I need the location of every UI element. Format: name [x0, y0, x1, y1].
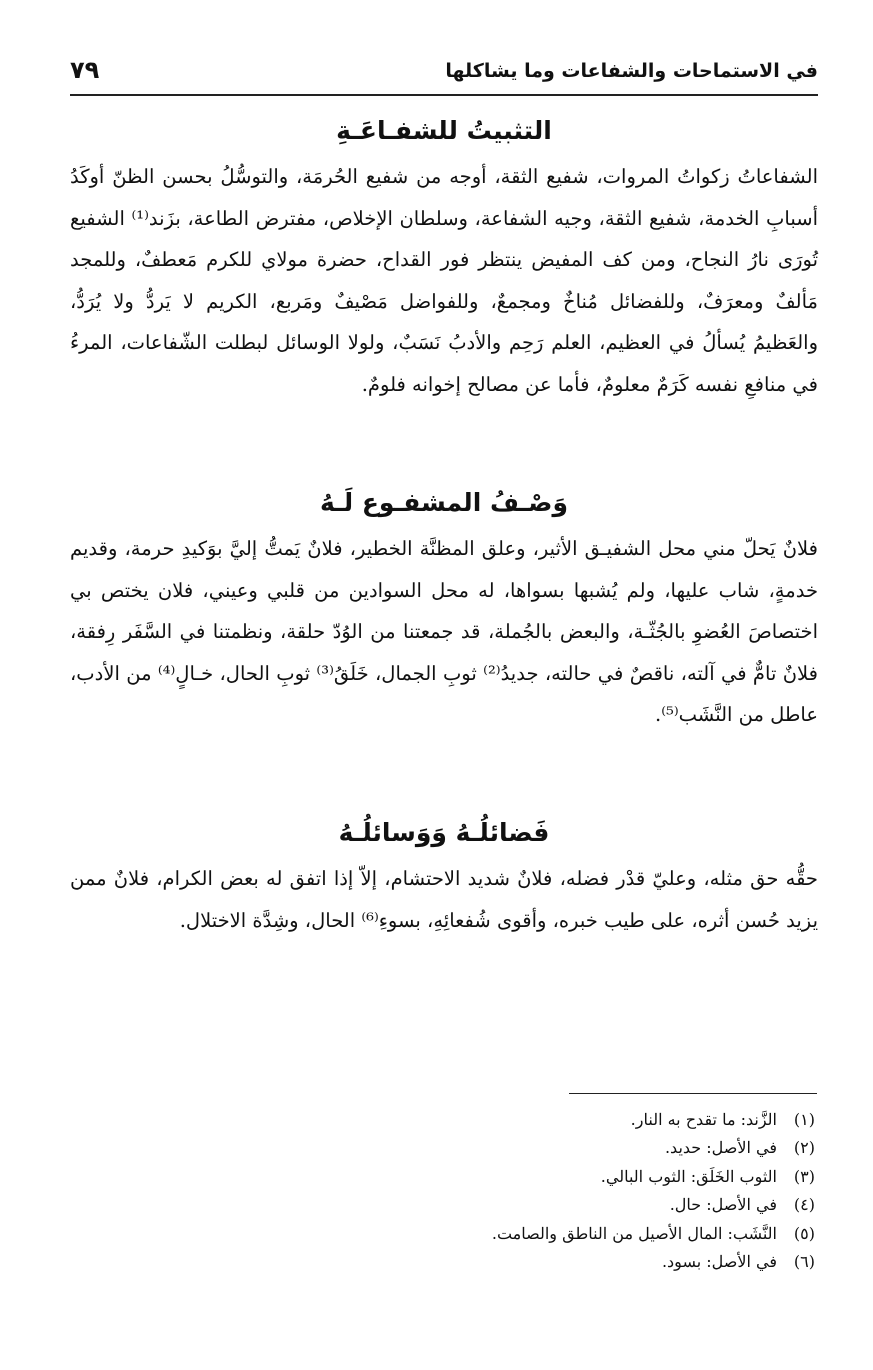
footnote-text: في الأصل: حال. — [669, 1195, 777, 1215]
footnote-number: (١) — [793, 1110, 815, 1129]
footnote-item — [215, 1248, 815, 1276]
footnote-item — [215, 1220, 815, 1248]
section-body: حقُّه حق مثله، وعليّ قدْر فضله، فلانٌ شديد الاحتشام، إلاّ إذا اتفق له بعض الكرام، فلانٌ ممن يزيد حُسن أثره، على طيب خبره، وأقوى شُفعائِهِ، بسوءِ⁽⁶⁾ الحال، وشِدَّة الاختلال. — [70, 867, 818, 932]
footnote-text: في الأصل: بسود. — [661, 1252, 777, 1272]
section-body: الشفاعاتُ زكواتُ المروات، شفيع الثقة، أوجه من شفيع الحُرمَة، والتوسُّلُ بحسن الظنّ أوكَدُ أسبابِ الخدمة، شفيع الثقة، وجيه الشفاعة، وسلطان الإخلاص، مفترض الطاعة، بزَند⁽¹⁾ الشفيع تُورَى نارُ النجاح، ومن كف المفيض ينتظر فور القداح، حضرة مولاي للكرم مَعطفٌ، وللمجد مَألفٌ ومعرَفٌ، وللفضائل مُناخٌ ومجمعٌ، وللفواضل مَصْيفٌ ومَربع، الكريم لا يَردُّ ولا يُرَدُّ، والعَظيمُ يُسألُ في العظيم، العلم رَحِم والأدبُ نَسَبٌ، ولولا الوسائل لبطلت الشّفاعات، المرءُ في منافعِ نفسه كَرَمٌ معلومٌ، فأما عن مصالح إخوانه فلومٌ. — [70, 165, 818, 396]
footnote-text: النَّشَب: المال الأصيل من الناطق والصامت. — [491, 1223, 777, 1243]
running-header — [70, 56, 818, 96]
footnote-text: الثوب الخَلَق: الثوب البالي. — [600, 1166, 777, 1186]
footnote-text: الزَّند: ما تقدح به النار. — [630, 1110, 777, 1129]
footnote-separator — [569, 1093, 817, 1094]
footnotes-list — [215, 1106, 815, 1276]
page-number: ٧٩ — [70, 56, 100, 84]
running-title: في الاستماحات والشفاعات وما يشاكلها — [445, 60, 818, 82]
footnote-item — [215, 1191, 815, 1219]
footnote-number: (٢) — [793, 1138, 815, 1158]
footnote-number: (٦) — [793, 1252, 815, 1272]
section-virtues — [70, 808, 818, 941]
section-intercession — [70, 106, 818, 405]
section-title: وَصْـفُ المشفـوع لَـهُ — [320, 488, 568, 517]
footnote-number: (٥) — [793, 1223, 815, 1243]
footnote-item — [215, 1106, 815, 1134]
section-title: فَضائلُـهُ وَوَسائلُـهُ — [338, 818, 550, 847]
footnote-text: في الأصل: حديد. — [664, 1138, 777, 1158]
footnote-item — [215, 1163, 815, 1191]
footnote-item — [215, 1134, 815, 1162]
footnote-number: (٣) — [793, 1166, 815, 1186]
section-title: التثبيتُ للشفـاعَـةِ — [336, 116, 552, 145]
footnote-number: (٤) — [793, 1195, 815, 1215]
section-described-person — [70, 478, 818, 736]
section-body: فلانٌ يَحلّ مني محل الشفيـق الأثير، وعلق المظنَّة الخطير، فلانٌ يَمتُّ إليَّ بوَكيدِ حرمة، وقديم خدمةٍ، شاب عليها، ولم يُشبها بسواها، له محل السوادين من قلبي وعيني، فلان يختص بي اختصاصَ العُضوِ بالجُثّـة، والبعض بالجُملة، قد جمعتنا من الوُدّ حلقة، ونظمتنا في السَّفَر رِفقة، فلانٌ تامٌّ في آلته، ناقصٌ في حالته، جديدُ⁽²⁾ ثوبِ الجمال، خَلَقُ⁽³⁾ ثوبِ الحال، خـالٍ⁽⁴⁾ من الأدب، عاطل من النَّشَب⁽⁵⁾. — [70, 537, 819, 726]
